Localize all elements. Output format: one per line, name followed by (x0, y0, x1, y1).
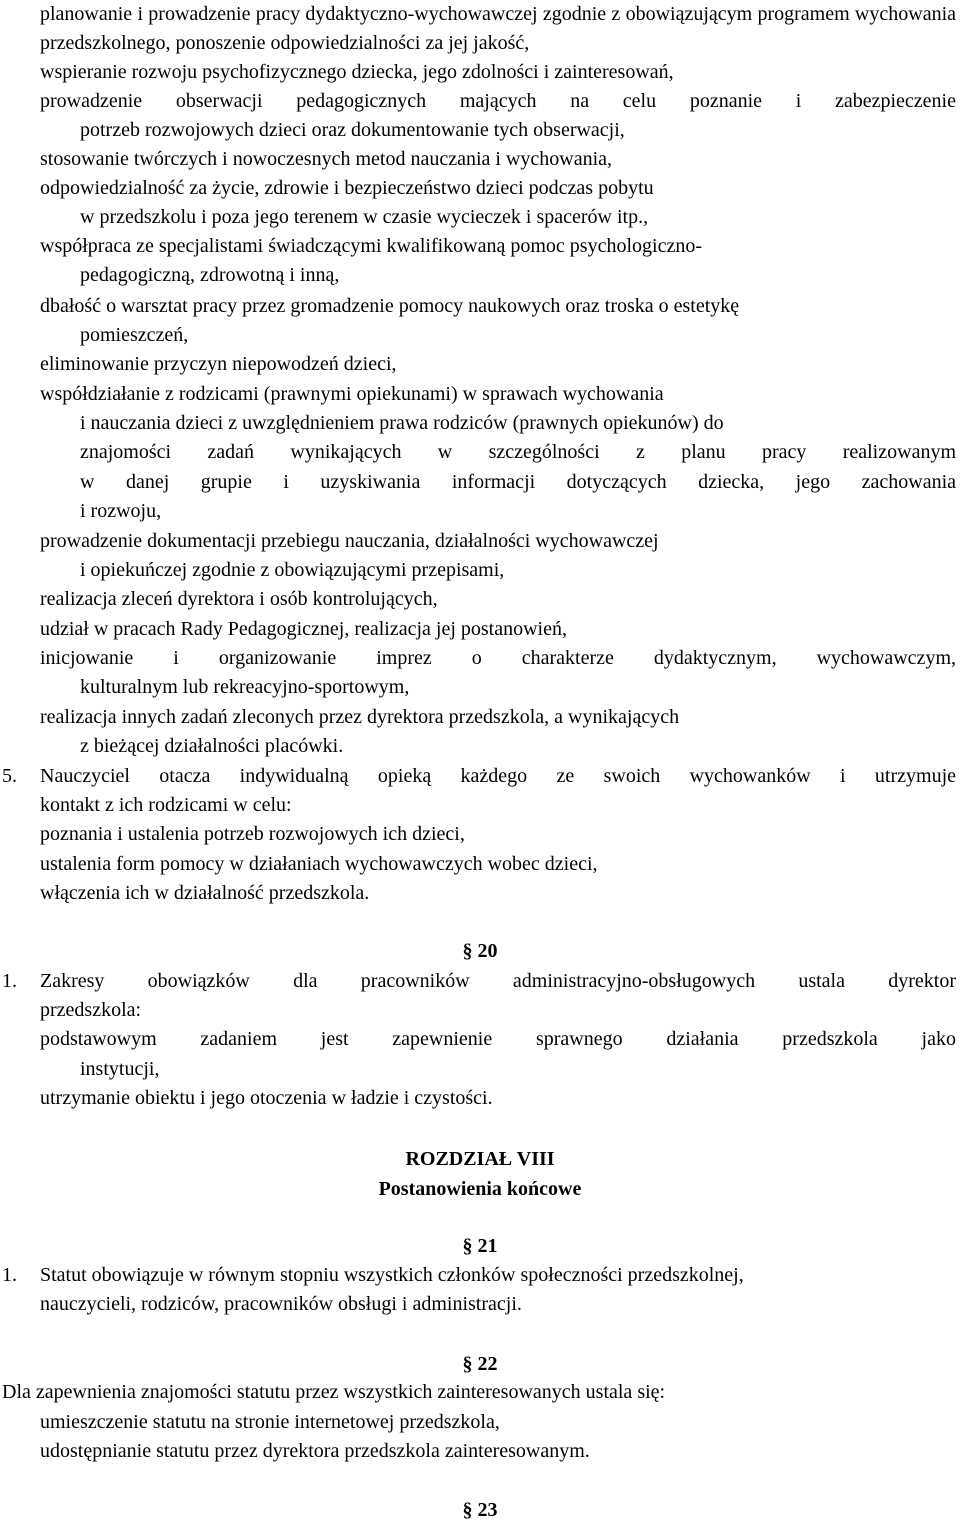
list-item (40, 232, 956, 261)
list-item (40, 879, 956, 908)
list-item (40, 0, 956, 58)
list-item (40, 174, 956, 203)
list-item (40, 58, 956, 87)
list-item-text: i rozwoju, (80, 500, 162, 522)
list-item-text: wspieranie rozwoju psychofizycznego dziecka, jego zdolności i zainteresowań, (40, 61, 674, 83)
list-item (80, 409, 956, 438)
list-item (40, 380, 956, 409)
paragraph-title: § 21 (462, 1235, 498, 1257)
point-text-line (40, 1290, 956, 1319)
list-item-text: z bieżącej działalności placówki. (80, 735, 344, 757)
numbered-point (2, 762, 956, 791)
list-item-text: podstawowym zadaniem jest zapewnienie sprawnego działania przedszkola jako (40, 1028, 956, 1050)
point-text-line: Zakresy obowiązków dla pracowników administracyjno-obsługowych ustala dyrektor (40, 970, 956, 992)
list-item-text: i nauczania dzieci z uwzględnieniem prawa rodziców (prawnych opiekunów) do (80, 412, 724, 434)
list-item (40, 350, 956, 379)
chapter-title: ROZDZIAŁ VIII (405, 1148, 555, 1170)
point-number: 1. (2, 970, 17, 992)
point-text-line (40, 791, 956, 820)
list-item (40, 1437, 956, 1466)
list-item-text: i opiekuńczej zgodnie z obowiązującymi przepisami, (80, 559, 505, 581)
point-text-line: Statut obowiązuje w równym stopniu wszystkich członków społeczności przedszkolnej, (40, 1264, 744, 1286)
list-item (80, 321, 956, 350)
list-item-text: realizacja innych zadań zleconych przez dyrektora przedszkola, a wynikających (40, 706, 680, 728)
list-item-text: realizacja zleceń dyrektora i osób kontrolujących, (40, 588, 438, 610)
paragraph-title: § 22 (462, 1353, 498, 1375)
list-item-text: poznania i ustalenia potrzeb rozwojowych ich dzieci, (40, 823, 465, 845)
list-item (40, 292, 956, 321)
list-item (40, 145, 956, 174)
list-item (40, 644, 956, 673)
list-item (40, 1084, 956, 1113)
numbered-point (2, 1261, 956, 1290)
list-item (80, 261, 956, 290)
paragraph-title: § 23 (462, 1499, 498, 1521)
list-item (40, 820, 956, 849)
point-text: przedszkola: (40, 999, 142, 1021)
list-item (80, 438, 956, 467)
list-item-text: włączenia ich w działalność przedszkola. (40, 882, 370, 904)
list-item (80, 468, 956, 497)
list-item-text: prowadzenie dokumentacji przebiegu nauczania, działalności wychowawczej (40, 530, 659, 552)
list-item-text: ustalenia form pomocy w działaniach wychowawczych wobec dzieci, (40, 853, 598, 875)
list-item-text: umieszczenie statutu na stronie internetowej przedszkola, (40, 1411, 500, 1433)
list-item-text: znajomości zadań wynikających w szczególności z planu pracy realizowanym (80, 441, 956, 463)
list-item (80, 673, 956, 702)
point-text-line (40, 996, 956, 1025)
list-item (80, 497, 956, 526)
point-number: 5. (2, 765, 17, 787)
paragraph-title: § 20 (462, 940, 498, 962)
list-item (40, 1408, 956, 1437)
list-item-text: dbałość o warsztat pracy przez gromadzenie pomocy naukowych oraz troska o estetykę (40, 295, 740, 317)
list-item-text: potrzeb rozwojowych dzieci oraz dokumentowanie tych obserwacji, (80, 119, 625, 141)
list-item (40, 585, 956, 614)
list-item (80, 732, 956, 761)
list-item-text: instytucji, (80, 1058, 160, 1080)
list-item-text: w danej grupie i uzyskiwania informacji dotyczących dziecka, jego zachowania (80, 471, 956, 493)
list-item-text: w przedszkolu i poza jego terenem w czasie wycieczek i spacerów itp., (80, 206, 649, 228)
point-text: nauczycieli, rodziców, pracowników obsługi i administracji. (40, 1293, 522, 1315)
list-item-text: współdziałanie z rodzicami (prawnymi opiekunami) w sprawach wychowania (40, 383, 664, 405)
chapter-subtitle: Postanowienia końcowe (378, 1178, 582, 1200)
list-item-text: współpraca ze specjalistami świadczącymi kwalifikowaną pomoc psychologiczno- (40, 235, 702, 257)
paragraph-intro (2, 1378, 956, 1407)
list-item (80, 116, 956, 145)
list-item (80, 203, 956, 232)
list-item-text: planowanie i prowadzenie pracy dydaktyczno-wychowawczej zgodnie z obowiązującym programem wychowania przedszkolnego, ponoszenie odpowiedzialności za jej jakość, (40, 3, 956, 54)
list-item (40, 87, 956, 116)
list-item-text: odpowiedzialność za życie, zdrowie i bezpieczeństwo dzieci podczas pobytu (40, 177, 654, 199)
paragraph-text: Dla zapewnienia znajomości statutu przez wszystkich zainteresowanych ustala się: (2, 1381, 666, 1403)
list-item-text: pedagogiczną, zdrowotną i inną, (80, 264, 340, 286)
list-item-text: udostępnianie statutu przez dyrektora przedszkola zainteresowanym. (40, 1440, 590, 1462)
list-item-text: eliminowanie przyczyn niepowodzeń dzieci, (40, 353, 397, 375)
list-item-text: kulturalnym lub rekreacyjno-sportowym, (80, 676, 410, 698)
list-item (40, 615, 956, 644)
list-item-text: stosowanie twórczych i nowoczesnych metod nauczania i wychowania, (40, 148, 613, 170)
list-item (80, 556, 956, 585)
list-item-text: inicjowanie i organizowanie imprez o charakterze dydaktycznym, wychowawczym, (40, 647, 956, 669)
list-item-text: udział w pracach Rady Pedagogicznej, realizacja jej postanowień, (40, 618, 567, 640)
list-item-text: utrzymanie obiektu i jego otoczenia w ładzie i czystości. (40, 1087, 493, 1109)
list-item (40, 703, 956, 732)
numbered-point (2, 967, 956, 996)
list-item (40, 850, 956, 879)
list-item-text: prowadzenie obserwacji pedagogicznych mających na celu poznanie i zabezpieczenie (40, 90, 956, 112)
point-number: 1. (2, 1264, 17, 1286)
list-item (40, 527, 956, 556)
point-text: kontakt z ich rodzicami w celu: (40, 794, 292, 816)
point-text-line: Nauczyciel otacza indywidualną opieką każdego ze swoich wychowanków i utrzymuje (40, 765, 956, 787)
list-item (80, 1055, 956, 1084)
list-item (40, 1025, 956, 1054)
list-item-text: pomieszczeń, (80, 324, 189, 346)
